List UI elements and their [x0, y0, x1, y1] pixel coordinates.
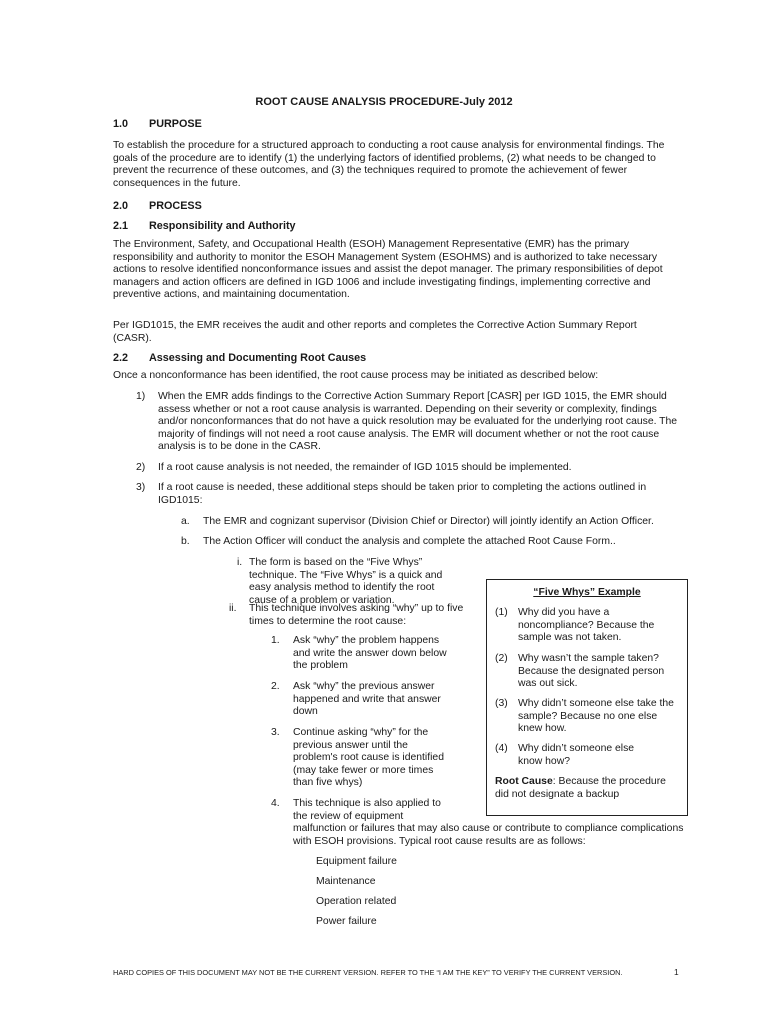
- section-number: 1.0: [113, 118, 129, 130]
- five-whys-example-box: [486, 579, 688, 816]
- intro-paragraph: Once a nonconformance has been identified, the root cause process may be initiated as described below:: [113, 370, 599, 381]
- casr-paragraph: Per IGD1015, the EMR receives the audit and other reports and completes the Corrective Action Summary Report (CASR).: [113, 320, 637, 344]
- item-2-text: If a root cause analysis is not needed, the remainder of IGD 1015 should be implemented.: [158, 462, 572, 473]
- sub-a-label: a.: [181, 516, 190, 527]
- result-power-failure: Power failure: [316, 916, 377, 927]
- roman-ii-label: ii.: [229, 603, 237, 614]
- document-title: ROOT CAUSE ANALYSIS PROCEDURE-July 2012: [255, 96, 513, 108]
- example-q4-label: (4): [495, 743, 508, 754]
- root-cause-label: Root Cause: [495, 776, 553, 787]
- purpose-paragraph: To establish the procedure for a structured approach to conducting a root cause analysis for environmental findings. The goals of the procedure are to identify (1) the underlying factors of identified problems, (2) what needs to be changed to prevent the recurrence of these outcomes, and (3) the techniques required to promote the achievement of fewer consequences in the future.: [113, 140, 665, 189]
- example-q1-label: (1): [495, 607, 508, 618]
- step-1-text: Ask “why” the problem happens and write the answer down below the problem: [293, 635, 447, 672]
- example-q4-text: Why didn’t someone else know how?: [518, 743, 635, 767]
- result-maintenance: Maintenance: [316, 876, 376, 887]
- step-2-text: Ask “why” the previous answer happened and write that answer down: [293, 681, 441, 718]
- sub-b-text: The Action Officer will conduct the analysis and complete the attached Root Cause Form..: [203, 536, 616, 547]
- responsibility-paragraph: The Environment, Safety, and Occupational Health (ESOH) Management Representative (EMR) has the primary responsibility and authority to monitor the ESOH Management System (ESOHMS) and is authorized to take necessary actions to resolve identified nonconformance issues and assist the depot manager. The primary responsibilities of depot managers and action officers are defined in IGD 1006 and include investigating findings, implementing corrective and preventive actions, and maintaining documentation.: [113, 239, 663, 301]
- step-4-text: This technique is also applied to the review of equipment malfunction or failures that may also cause or contribute to compliance complications with ESOH provisions. Typical root cause results are as follows:: [293, 798, 684, 847]
- section-2-heading: [113, 200, 202, 213]
- example-root-cause: [495, 776, 681, 801]
- example-q1-text: Why did you have a noncompliance? Because the sample was not taken.: [518, 607, 655, 644]
- item-2-label: 2): [136, 462, 146, 473]
- item-3-label: 3): [136, 482, 146, 493]
- page-number: 1: [674, 967, 679, 977]
- roman-ii-text: This technique involves asking “why” up to five times to determine the root cause:: [249, 603, 464, 627]
- section-number: 2.1: [113, 220, 129, 232]
- section-title: Responsibility and Authority: [149, 220, 296, 232]
- root-cause-text: : Because the procedure did not designate a backup: [495, 776, 666, 800]
- result-equipment-failure: Equipment failure: [316, 856, 397, 867]
- step-3-label: 3.: [271, 727, 280, 738]
- example-q2-text: Why wasn’t the sample taken? Because the designated person was out sick.: [518, 653, 665, 690]
- roman-i-text: The form is based on the “Five Whys” technique. The “Five Whys” is a quick and easy analysis method to identify the root cause of a problem or variation.: [249, 557, 443, 606]
- roman-i-label: i.: [237, 557, 243, 568]
- item-1-text: When the EMR adds findings to the Corrective Action Summary Report [CASR] per IGD 1015, the EMR should assess whether or not a root cause analysis is warranted. Depending on their severity or complexity, findings and/or nonconformances that do not have a quick resolution may be evaluated for the underlying root cause. The majority of findings will not need a root cause analysis. The EMR will document whether or not the root cause analysis is to be done in the CASR.: [158, 391, 678, 453]
- example-q2-label: (2): [495, 653, 508, 664]
- example-q3-text: Why didn’t someone else take the sample? Because no one else knew how.: [518, 698, 674, 735]
- step-1-label: 1.: [271, 635, 280, 646]
- sub-b-label: b.: [181, 536, 190, 547]
- result-operation-related: Operation related: [316, 896, 397, 907]
- step-3-text: Continue asking “why” for the previous answer until the problem's root cause is identified (may take fewer or more times than five whys): [293, 727, 444, 789]
- item-3-text: If a root cause is needed, these additional steps should be taken prior to completing the actions outlined in IGD1015:: [158, 482, 647, 506]
- section-1-heading: [113, 118, 202, 131]
- example-title: “Five Whys” Example: [533, 587, 641, 598]
- section-2-2-heading: [113, 352, 366, 365]
- footer-disclaimer: HARD COPIES OF THIS DOCUMENT MAY NOT BE THE CURRENT VERSION. REFER TO THE “I AM THE KEY” TO VERIFY THE CURRENT VERSION.: [113, 968, 623, 977]
- section-2-1-heading: [113, 220, 296, 233]
- step-2-label: 2.: [271, 681, 280, 692]
- section-number: 2.0: [113, 200, 129, 212]
- item-1-label: 1): [136, 391, 146, 402]
- example-q3-label: (3): [495, 698, 508, 709]
- section-number: 2.2: [113, 352, 129, 364]
- section-title: PROCESS: [149, 200, 202, 212]
- section-title: Assessing and Documenting Root Causes: [149, 352, 367, 364]
- sub-a-text: The EMR and cognizant supervisor (Division Chief or Director) will jointly identify an Action Officer.: [203, 516, 654, 527]
- step-4-label: 4.: [271, 798, 280, 809]
- section-title: PURPOSE: [149, 118, 202, 130]
